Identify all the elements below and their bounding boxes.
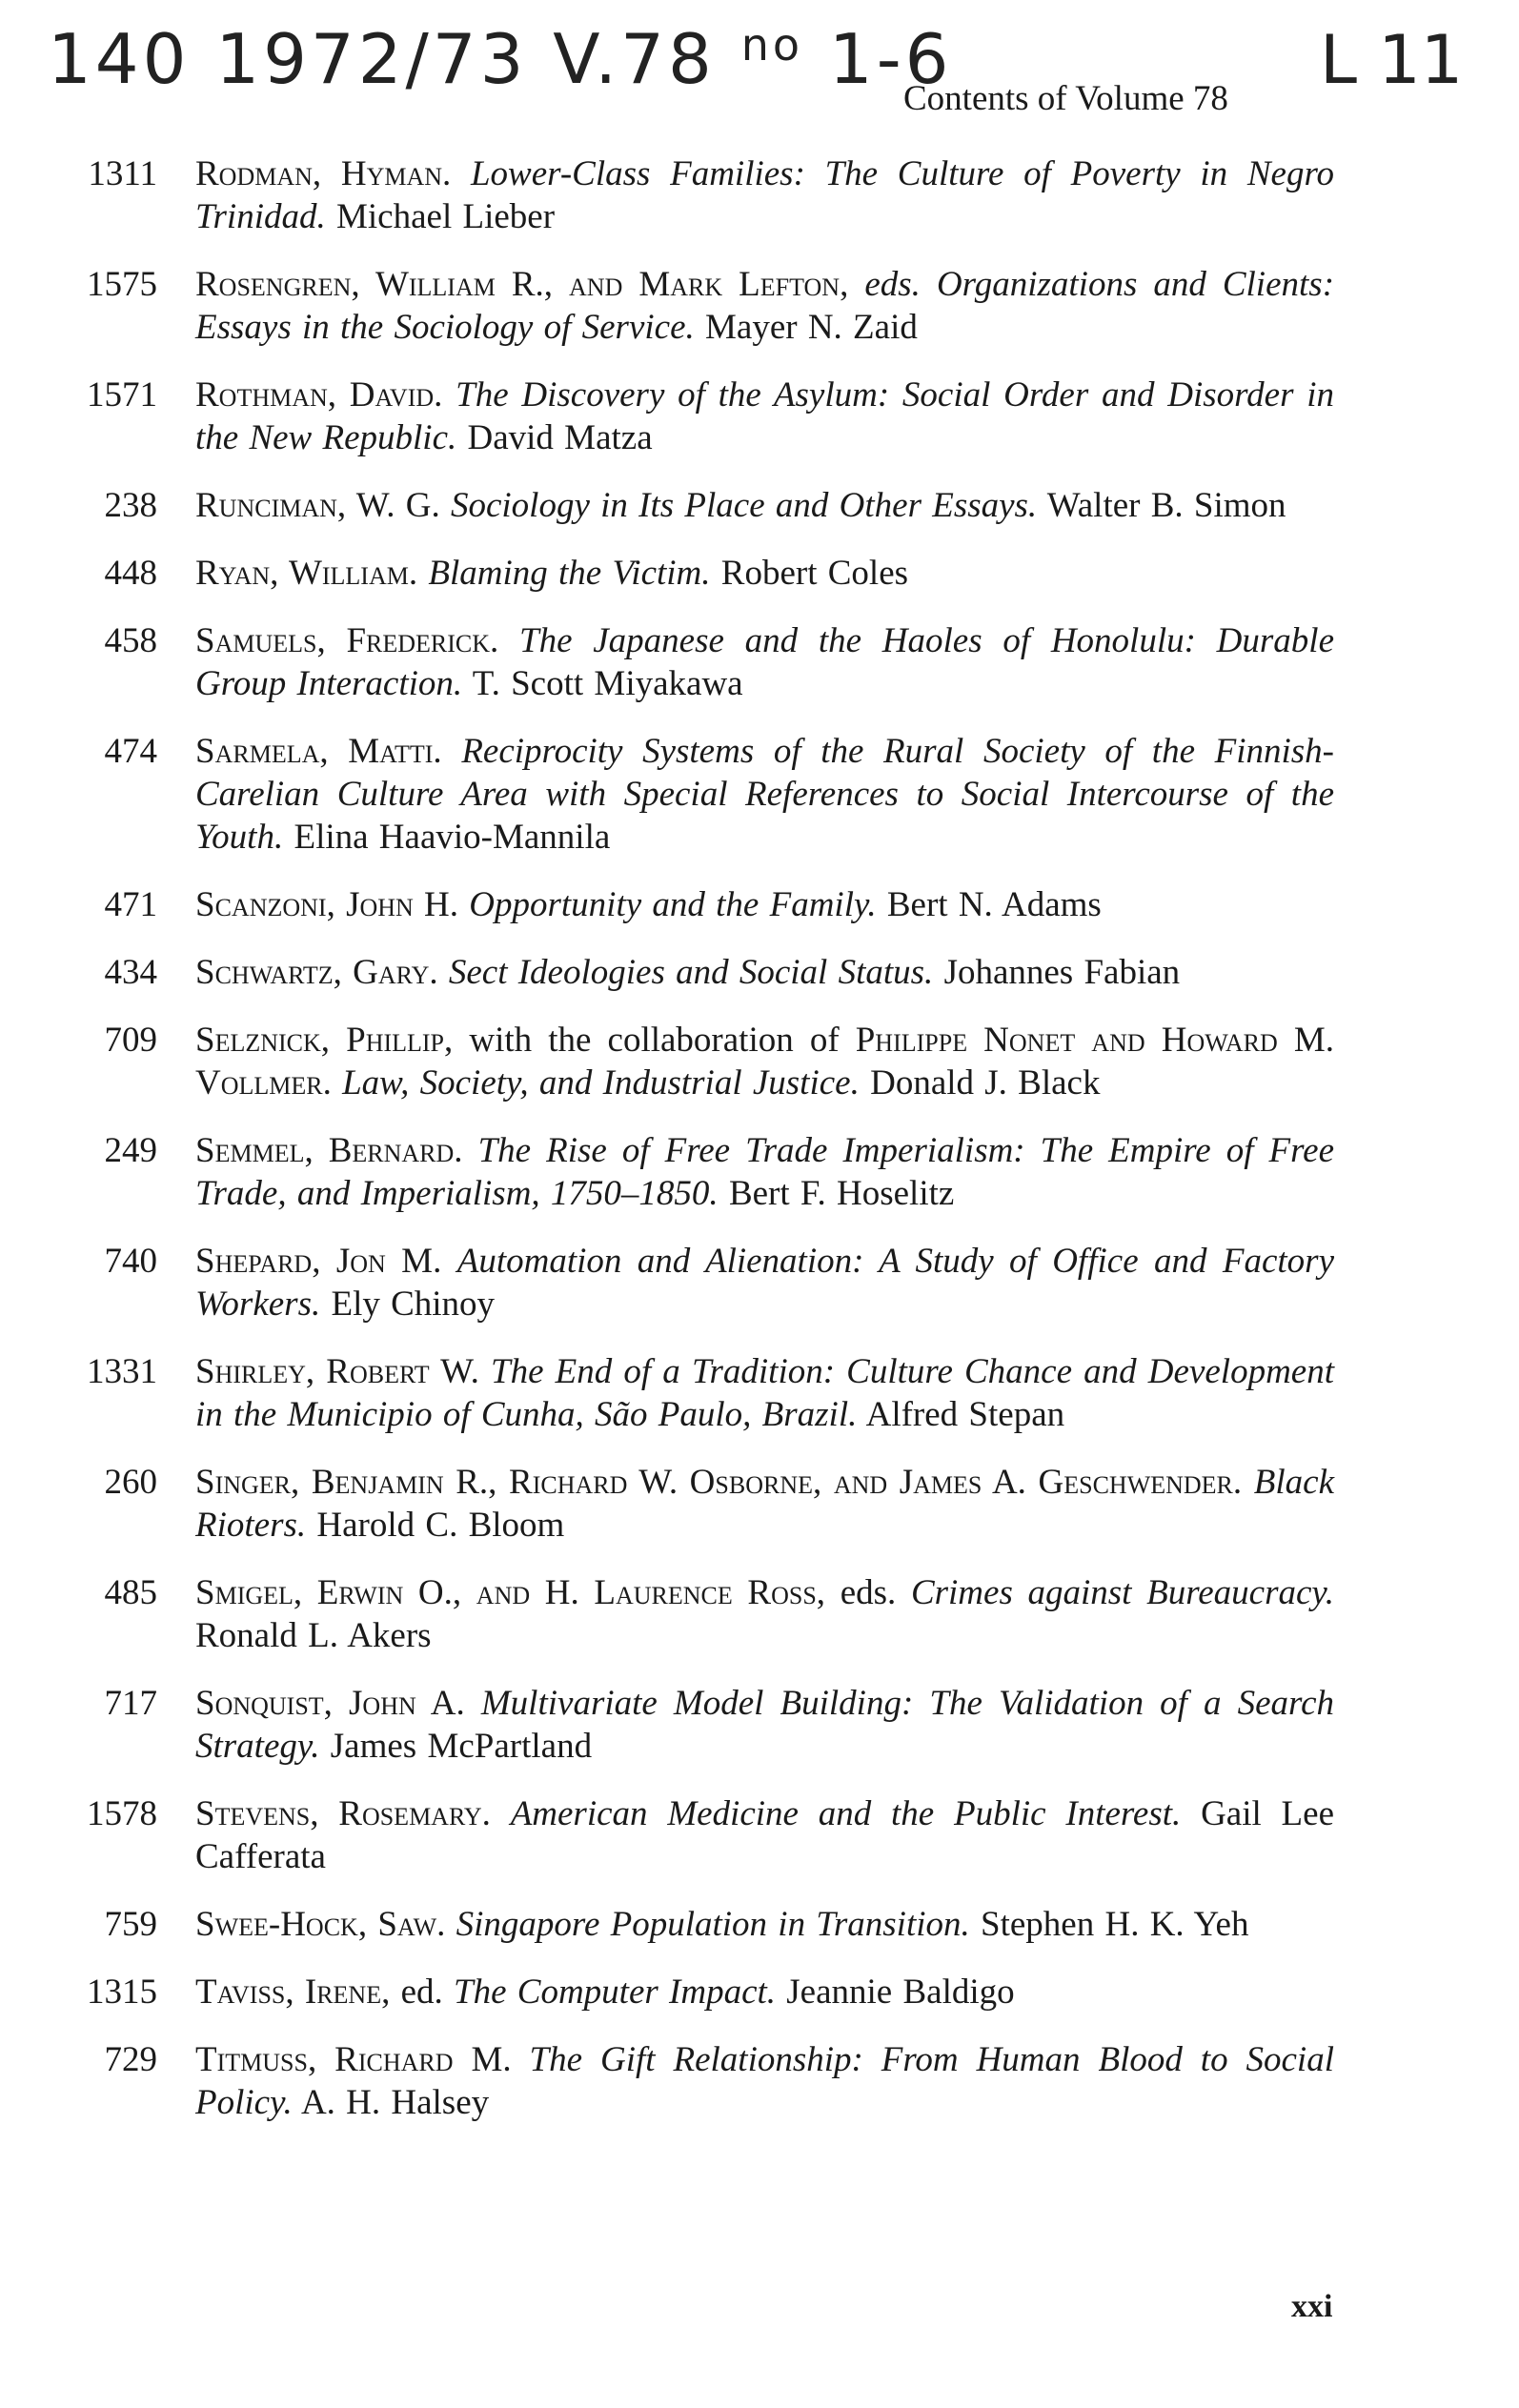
list-item	[0, 1571, 1519, 1657]
entry-title: Reciprocity Systems of the Rural Society of the Finnish-Carelian Culture Area with Special References to Social Intercourse of the Youth.	[195, 732, 1334, 857]
page-number: 740	[104, 1242, 157, 1281]
entry-text	[195, 2038, 1334, 2124]
entry-title: The End of a Tradition: Culture Chance and Development in the Municipio of Cunha, São Paulo, Brazil.	[195, 1352, 1334, 1434]
entry-reviewer: Donald J. Black	[870, 1063, 1101, 1103]
folio-page-number: xxi	[1291, 2289, 1333, 2324]
entry-text	[195, 374, 1334, 459]
entry-title: Black Rioters.	[195, 1463, 1334, 1545]
entry-author: Shirley, Robert W.	[195, 1352, 479, 1391]
entry-reviewer: Mayer N. Zaid	[705, 308, 918, 347]
entry-text	[195, 1240, 1334, 1325]
entry-note: ed.	[400, 1973, 443, 2012]
entry-title: The Gift Relationship: From Human Blood to Social Policy.	[195, 2040, 1334, 2122]
entry-author: Singer, Benjamin R., Richard W. Osborne, and James A. Geschwender.	[195, 1463, 1243, 1502]
entry-reviewer: Bert F. Hoselitz	[728, 1174, 955, 1213]
list-item	[0, 1792, 1519, 1878]
running-head: Contents of Volume 78	[903, 79, 1228, 118]
entry-reviewer: Bert N. Adams	[886, 885, 1102, 924]
page-number: 485	[104, 1573, 157, 1612]
list-item	[0, 1682, 1519, 1768]
entry-author: Ryan, William.	[195, 554, 418, 593]
page-number: 260	[104, 1463, 157, 1502]
entry-text	[195, 1682, 1334, 1768]
page-number: 434	[104, 953, 157, 992]
entry-author: Smigel, Erwin O., and H. Laurence Ross,	[195, 1573, 826, 1612]
entry-title: The Rise of Free Trade Imperialism: The Empire of Free Trade, and Imperialism, 1750–1850.	[195, 1131, 1335, 1213]
entry-title: Blaming the Victim.	[428, 554, 711, 593]
entry-title: Crimes against Bureaucracy.	[910, 1573, 1335, 1612]
list-item	[0, 1129, 1519, 1215]
entry-reviewer: Stephen H. K. Yeh	[981, 1905, 1249, 1944]
page-number: 1315	[87, 1973, 157, 2012]
entry-title: The Discovery of the Asylum: Social Order and Disorder in the New Republic.	[195, 375, 1334, 457]
entry-title: Lower-Class Families: The Culture of Poverty in Negro Trinidad.	[195, 154, 1335, 236]
entry-author: Rosengren, William R., and Mark Lefton,	[195, 265, 849, 304]
list-item	[0, 1240, 1519, 1325]
entry-reviewer: Gail Lee Cafferata	[195, 1794, 1334, 1876]
entry-author: Samuels, Frederick.	[195, 621, 499, 660]
page-number: 238	[104, 486, 157, 525]
entry-author: Semmel, Bernard.	[195, 1131, 463, 1170]
handwritten-shelfmark-main: 140 1972/73 V.78	[48, 19, 716, 99]
entry-author: Stevens, Rosemary.	[195, 1794, 491, 1833]
page-number: 1571	[87, 375, 157, 415]
entry-text	[195, 1019, 1334, 1104]
list-item	[0, 1019, 1519, 1104]
entry-title: The Computer Impact.	[454, 1973, 777, 2012]
entry-text	[195, 1129, 1334, 1215]
entry-author: Schwartz, Gary.	[195, 953, 438, 992]
handwritten-shelfmark-sup: no	[740, 19, 803, 71]
list-item	[0, 1903, 1519, 1946]
list-item	[0, 1461, 1519, 1547]
entry-text	[195, 1971, 1334, 2013]
page-number: 1311	[88, 154, 157, 193]
page-number: 448	[104, 554, 157, 593]
entry-plain: with the collaboration of	[469, 1021, 840, 1060]
list-item	[0, 883, 1519, 926]
page-number: 249	[104, 1131, 157, 1170]
entry-title: Sect Ideologies and Social Status.	[448, 953, 934, 992]
entry-reviewer: James McPartland	[330, 1727, 593, 1766]
entry-title: Law, Society, and Industrial Justice.	[342, 1063, 860, 1103]
list-item	[0, 619, 1519, 705]
entry-reviewer: Jeannie Baldigo	[786, 1973, 1015, 2012]
page-number: 729	[104, 2040, 157, 2079]
list-item	[0, 552, 1519, 595]
page-number: 458	[104, 621, 157, 660]
entry-reviewer: Michael Lieber	[336, 197, 556, 236]
list-item	[0, 152, 1519, 238]
entry-author: Shepard, Jon M.	[195, 1242, 442, 1281]
page-number: 471	[104, 885, 157, 924]
entry-text	[195, 883, 1334, 926]
entry-title: Sociology in Its Place and Other Essays.	[450, 486, 1038, 525]
entry-title: Organizations and Clients: Essays in the Sociology of Service.	[195, 265, 1335, 347]
entry-text	[195, 484, 1334, 527]
entry-title: The Japanese and the Haoles of Honolulu: Durable Group Interaction.	[195, 621, 1334, 703]
entry-author: Taviss, Irene,	[195, 1973, 391, 2012]
entry-text	[195, 730, 1334, 859]
entry-reviewer: Elina Haavio-Mannila	[294, 818, 611, 857]
entry-author: Scanzoni, John H.	[195, 885, 459, 924]
entry-author: Rodman, Hyman.	[195, 154, 452, 193]
list-item	[0, 951, 1519, 994]
list-item	[0, 730, 1519, 859]
entry-text	[195, 152, 1334, 238]
page-number: 1575	[87, 265, 157, 304]
entry-title: American Medicine and the Public Interest.	[510, 1794, 1182, 1833]
page-number: 474	[104, 732, 157, 771]
handwritten-shelfmark-range: 1-6	[803, 19, 953, 99]
list-item	[0, 374, 1519, 459]
entry-reviewer: Harold C. Bloom	[316, 1506, 565, 1545]
entry-text	[195, 1571, 1334, 1657]
entry-title: Opportunity and the Family.	[469, 885, 877, 924]
entry-text	[195, 1461, 1334, 1547]
entry-reviewer: Alfred Stepan	[865, 1395, 1065, 1434]
entry-author: Titmuss, Richard M.	[195, 2040, 512, 2079]
entry-author: Swee-Hock, Saw.	[195, 1905, 446, 1944]
entry-author: Runciman, W. G.	[195, 486, 440, 525]
list-item	[0, 1971, 1519, 2013]
entry-note: eds.	[864, 265, 921, 304]
entry-text	[195, 619, 1334, 705]
entry-text	[195, 951, 1334, 994]
entry-title: Multivariate Model Building: The Validation of a Search Strategy.	[195, 1684, 1334, 1766]
entry-text	[195, 552, 1334, 595]
entry-reviewer: Robert Coles	[720, 554, 909, 593]
page-number: 1578	[87, 1794, 157, 1833]
entry-text	[195, 1792, 1334, 1878]
handwritten-shelfmark	[48, 19, 952, 99]
entry-title: Singapore Population in Transition.	[456, 1905, 970, 1944]
entry-author: Selznick, Phillip,	[195, 1021, 454, 1060]
list-item	[0, 2038, 1519, 2124]
page-number: 1331	[87, 1352, 157, 1391]
page-number: 709	[104, 1021, 157, 1060]
entry-text	[195, 263, 1334, 349]
entry-reviewer: David Matza	[467, 418, 653, 457]
entry-author: Sarmela, Matti.	[195, 732, 442, 771]
entry-reviewer: Johannes Fabian	[943, 953, 1181, 992]
entry-reviewer: T. Scott Miyakawa	[472, 664, 743, 703]
list-item	[0, 263, 1519, 349]
entry-text	[195, 1903, 1334, 1946]
entry-author: Rothman, David.	[195, 375, 443, 415]
page-number: 717	[104, 1684, 157, 1723]
contents-list	[0, 152, 1519, 2149]
handwritten-shelfmark-right: L 11	[1320, 21, 1464, 99]
page-number: 759	[104, 1905, 157, 1944]
list-item	[0, 484, 1519, 527]
entry-reviewer: Ely Chinoy	[331, 1285, 496, 1324]
entry-title: Automation and Alienation: A Study of Office and Factory Workers.	[195, 1242, 1335, 1324]
entry-coauthor: Philippe Nonet and Howard M. Vollmer.	[195, 1021, 1335, 1103]
entry-reviewer: Walter B. Simon	[1046, 486, 1286, 525]
entry-text	[195, 1350, 1334, 1436]
entry-author: Sonquist, John A.	[195, 1684, 465, 1723]
entry-note: eds.	[840, 1573, 897, 1612]
list-item	[0, 1350, 1519, 1436]
entry-reviewer: Ronald L. Akers	[195, 1616, 432, 1655]
entry-reviewer: A. H. Halsey	[300, 2083, 490, 2122]
